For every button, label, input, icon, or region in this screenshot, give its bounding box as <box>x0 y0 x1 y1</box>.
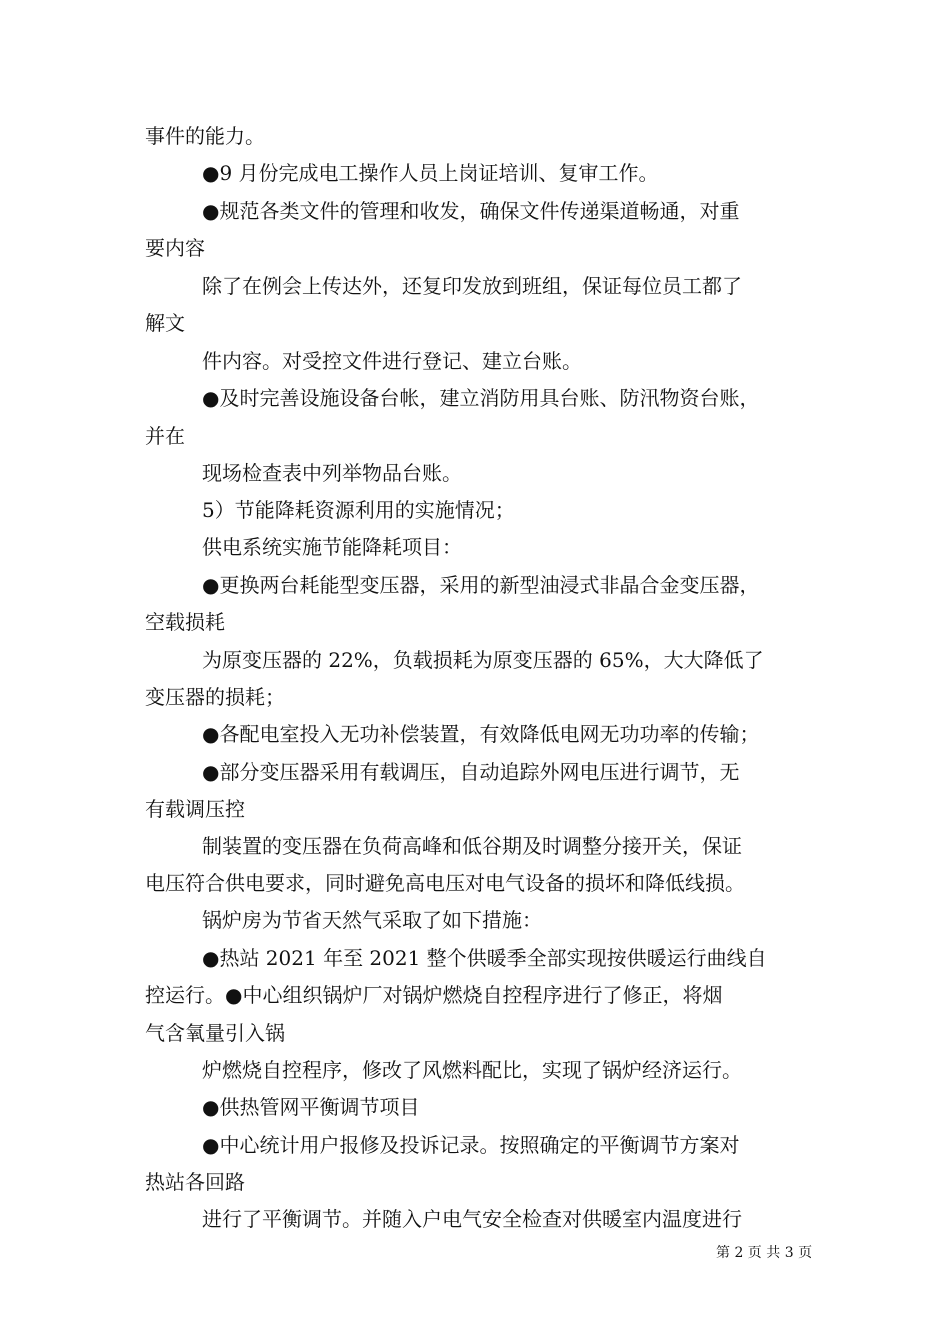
section-heading: 5）节能降耗资源利用的实施情况； <box>202 498 515 522</box>
page-number-footer: 第 2 页 共 3 页 <box>716 1245 813 1261</box>
text-line: 变压器的损耗； <box>145 685 285 709</box>
bullet-line: ●部分变压器采用有载调压，自动追踪外网电压进行调节，无 <box>202 760 740 784</box>
text-line: 制装置的变压器在负荷高峰和低谷期及时调整分接开关，保证 <box>202 834 742 858</box>
text-line: 锅炉房为节省天然气采取了如下措施： <box>202 908 542 932</box>
text-line: 事件的能力。 <box>145 124 265 148</box>
bullet-line: ●各配电室投入无功补偿装置，有效降低电网无功功率的传输； <box>202 722 760 746</box>
text-line: 空载损耗 <box>145 610 225 634</box>
bullet-line: ●及时完善设施设备台帐，建立消防用具台账、防汛物资台账， <box>202 386 760 410</box>
text-line: 有载调压控 <box>145 797 245 821</box>
text-line: 气含氧量引入锅 <box>145 1021 285 1045</box>
text-line: 电压符合供电要求，同时避免高电压对电气设备的损坏和降低线损。 <box>145 871 745 895</box>
bullet-line: ●规范各类文件的管理和收发，确保文件传递渠道畅通，对重 <box>202 199 740 223</box>
text-line: 解文 <box>145 311 185 335</box>
bullet-line: ●9 月份完成电工操作人员上岗证培训、复审工作。 <box>202 161 659 185</box>
bullet-line: ●中心统计用户报修及投诉记录。按照确定的平衡调节方案对 <box>202 1133 740 1157</box>
text-line: 要内容 <box>145 236 205 260</box>
bullet-line: ●更换两台耗能型变压器，采用的新型油浸式非晶合金变压器， <box>202 573 760 597</box>
bullet-line: ●热站 2021 年至 2021 整个供暖季全部实现按供暖运行曲线自 <box>202 946 767 970</box>
text-line: 热站各回路 <box>145 1170 245 1194</box>
text-line: 为原变压器的 22%，负载损耗为原变压器的 65%，大大降低了 <box>202 648 764 672</box>
text-line: 供电系统实施节能降耗项目： <box>202 535 462 559</box>
text-line: 炉燃烧自控程序，修改了风燃料配比，实现了锅炉经济运行。 <box>202 1058 742 1082</box>
bullet-line: ●供热管网平衡调节项目 <box>202 1095 420 1119</box>
text-line: 除了在例会上传达外，还复印发放到班组，保证每位员工都了 <box>202 274 742 298</box>
text-line: 并在 <box>145 424 185 448</box>
text-line: 件内容。对受控文件进行登记、建立台账。 <box>202 349 582 373</box>
text-line: 进行了平衡调节。并随入户电气安全检查对供暖室内温度进行 <box>202 1207 742 1231</box>
text-line: 控运行。●中心组织锅炉厂对锅炉燃烧自控程序进行了修正，将烟 <box>145 983 723 1007</box>
text-line: 现场检查表中列举物品台账。 <box>202 461 462 485</box>
